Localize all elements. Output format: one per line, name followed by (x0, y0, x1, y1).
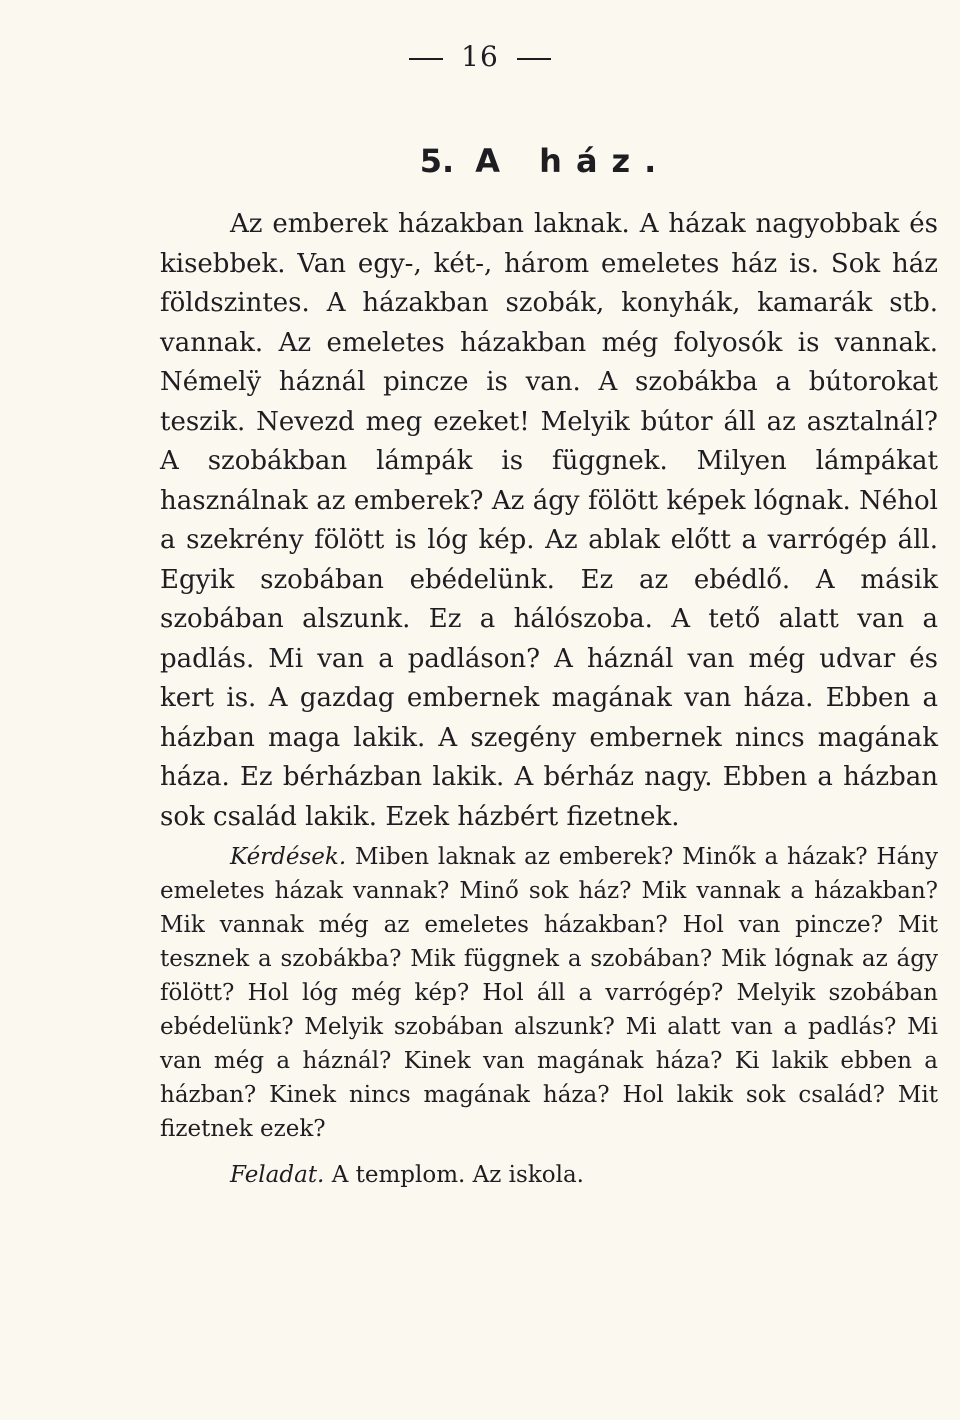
questions-paragraph (160, 840, 938, 1146)
chapter-number: 5. (419, 142, 455, 180)
questions-text: Miben laknak az emberek? Minők a házak? Hány emeletes házak vannak? Minő sok ház? Mik vannak a házakban? Mik vannak még az emeletes házakban? Hol van pincze? Mit tesznek a szobákba? Mik függnek a szobában? Mik lógnak az ágy fölött? Hol lóg még kép? Hol áll a varrógép? Melyik szobában ebédelünk? Melyik szobában alszunk? Mi alatt van a padlás? Mi van még a háznál? Kinek van magának háza? Ki lakik ebben a házban? Kinek nincs magának háza? Hol lakik sok család? Mit fizetnek ezek? (160, 844, 939, 1142)
task-label: Feladat. (230, 1162, 325, 1188)
page-number-value: 16 (461, 40, 499, 73)
chapter-title-text: A ház. (475, 142, 671, 180)
questions-label: Kérdések. (230, 844, 347, 870)
body-paragraph: Az emberek házakban laknak. A házak nagyobbak és kisebbek. Van egy-, két-, három emeletes ház is. Sok ház földszintes. A házakban szobák, konyhák, kamarák stb. vannak. Az emeletes házakban még folyosók is vannak. Némelÿ háznál pincze is van. A szobákba a bútorokat teszik. Nevezd meg ezeket! Melyik bútor áll az asztalnál? A szobákban lámpák is függnek. Milyen lámpákat használnak az emberek? Az ágy fölött képek lógnak. Néhol a szekrény fölött is lóg kép. Az ablak előtt a varrógép áll. Egyik szobában ebédelünk. Ez az ebédlő. A másik szobában alszunk. Ez a hálószoba. A tető alatt van a padlás. Mi van a padláson? A háznál van még udvar és kert is. A gazdag embernek magának van háza. Ebben a házban maga lakik. A szegény embernek nincs magának háza. Ez bérházban lakik. A bérház nagy. Ebben a házban sok család lakik. Ezek házbért fizetnek. (160, 209, 938, 832)
page-number (0, 40, 960, 73)
questions-section (160, 840, 938, 1146)
task-section (230, 1158, 584, 1192)
right-dash (517, 58, 551, 60)
body-text (160, 205, 938, 837)
left-dash (409, 58, 443, 60)
chapter-title (0, 142, 960, 180)
task-text: A templom. Az iskola. (331, 1162, 584, 1188)
